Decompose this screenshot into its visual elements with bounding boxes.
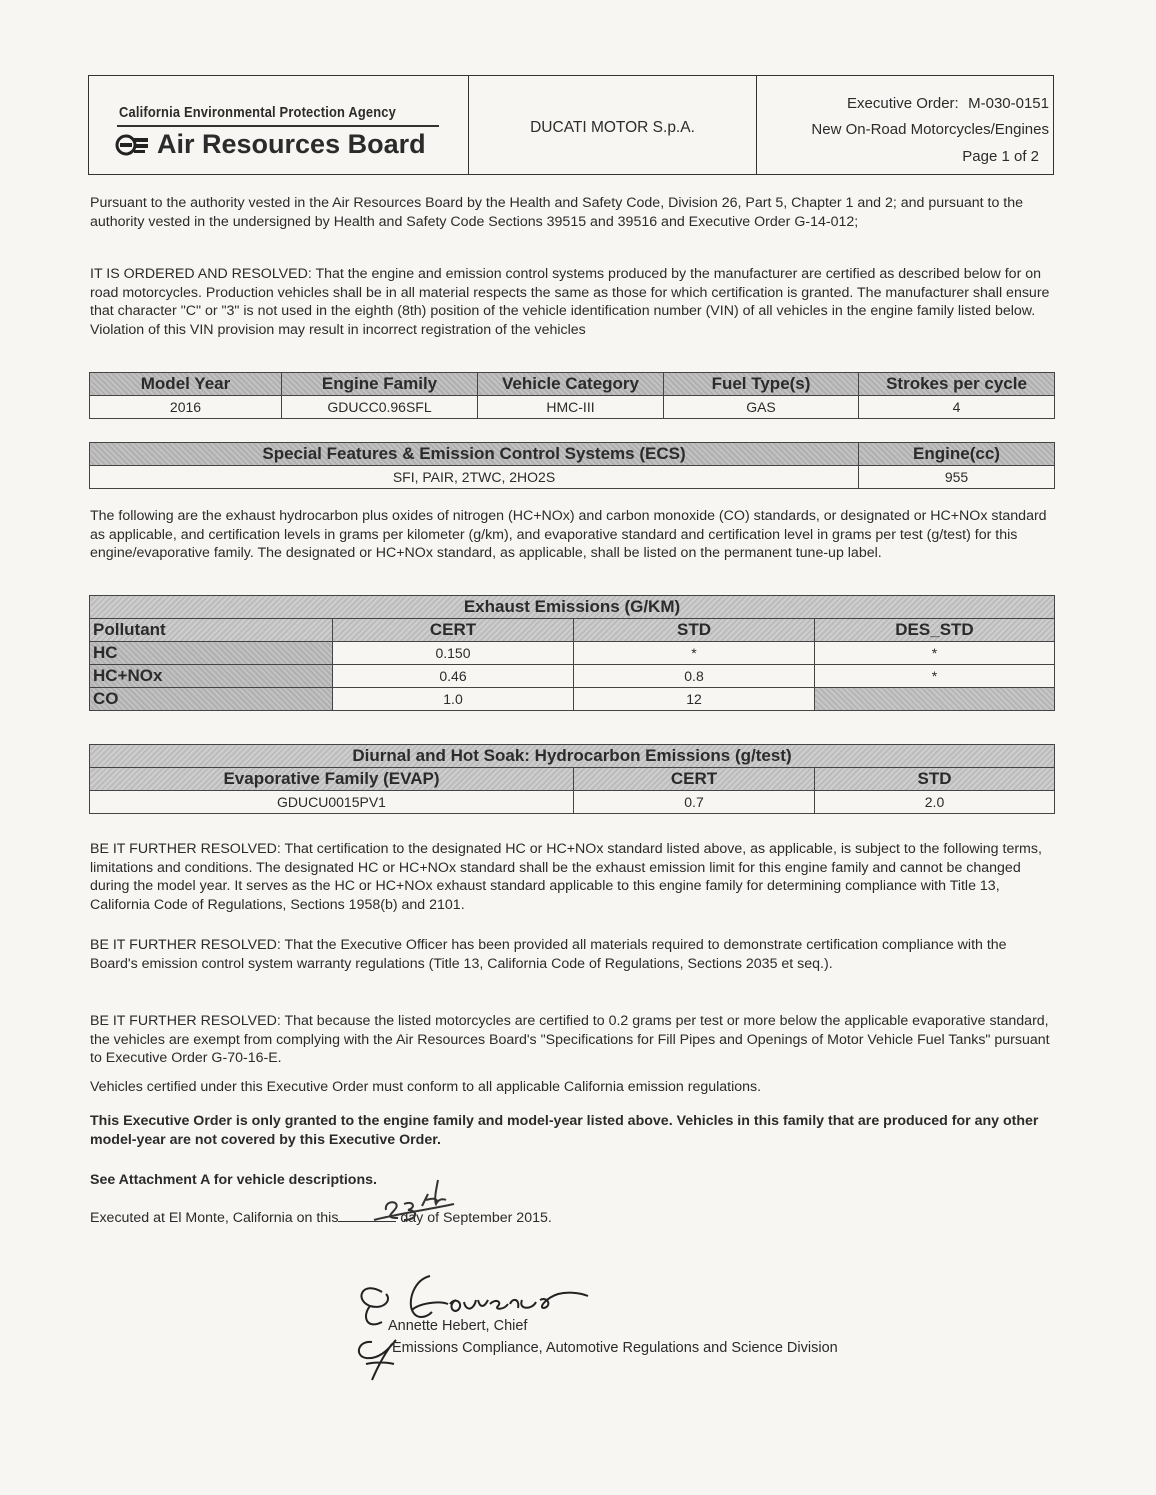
evap-title: Diurnal and Hot Soak: Hydrocarbon Emissions (g/test) xyxy=(90,745,1055,768)
exhaust-title-row xyxy=(90,596,1055,619)
authority-paragraph: Pursuant to the authority vested in the Air Resources Board by the Health and Safety Code, Division 26, Part 5, Chapter 1 and 2; and pursuant to the authority vested in the undersigned by Health and Safety Code Sections 39515 and 39516 and Executive Order G-14-012; xyxy=(90,195,1023,230)
cell-ecs: SFI, PAIR, 2TWC, 2HO2S xyxy=(90,466,859,489)
eo-label: Executive Order: xyxy=(847,95,959,112)
arb-logo-icon xyxy=(115,134,149,156)
std-co: 12 xyxy=(574,688,815,711)
conformance-paragraph: Vehicles certified under this Executive Order must conform to all applicable California emission regulations. xyxy=(90,1079,762,1095)
des-std-co xyxy=(815,688,1055,711)
cell-fuel-type: GAS xyxy=(664,396,859,419)
ordered-paragraph: IT IS ORDERED AND RESOLVED: That the engine and emission control systems produced by the manufacturer are certified as described below for on road motorcycles. Production vehicles shall be in all material respects the same as those for which certification is granted. The manufacturer shall ensure that character "C" or "3" is not used in the eighth (8th) position of the vehicle identification number (VIN) of all vehicles in the engine family listed below. Violation of this VIN provision may result in incorrect registration of the vehicles xyxy=(90,266,1050,338)
cert-hcnox: 0.46 xyxy=(333,665,574,688)
col-ecs: Special Features & Emission Control Systems (ECS) xyxy=(90,443,859,466)
pollutant-hc: HC xyxy=(90,642,333,665)
exhaust-title: Exhaust Emissions (G/KM) xyxy=(90,596,1055,619)
evap-table xyxy=(89,744,1055,814)
evap-data-row xyxy=(90,791,1055,814)
signer-name: Annette Hebert, Chief xyxy=(388,1318,528,1334)
table-row xyxy=(90,665,1055,688)
cell-evap-cert: 0.7 xyxy=(574,791,815,814)
cell-engine-family: GDUCC0.96SFL xyxy=(282,396,478,419)
cell-engine-cc: 955 xyxy=(859,466,1055,489)
cell-strokes: 4 xyxy=(859,396,1055,419)
signer-division: Emissions Compliance, Automotive Regulations and Science Division xyxy=(392,1340,838,1356)
board-name xyxy=(115,129,426,160)
agency-rule xyxy=(117,125,439,127)
col-model-year: Model Year xyxy=(90,373,282,396)
further-resolved-2: BE IT FURTHER RESOLVED: That the Executive Officer has been provided all materials required to demonstrate certification compliance with the Board's emission control system warranty regulations (Title 13, California Code of Regulations, Sections 2035 et seq.). xyxy=(90,937,1007,972)
ecs-data-row xyxy=(90,466,1055,489)
eo-type: New On-Road Motorcycles/Engines xyxy=(811,121,1049,138)
board-label: Air Resources Board xyxy=(157,129,426,159)
exhaust-header-row xyxy=(90,619,1055,642)
col-pollutant: Pollutant xyxy=(90,619,333,642)
evap-header-row xyxy=(90,768,1055,791)
cert-hc: 0.150 xyxy=(333,642,574,665)
agency-block xyxy=(89,76,469,174)
exhaust-table xyxy=(89,595,1055,711)
col-std: STD xyxy=(574,619,815,642)
cell-model-year: 2016 xyxy=(90,396,282,419)
cell-evap-std: 2.0 xyxy=(815,791,1055,814)
family-header-row xyxy=(90,373,1055,396)
std-hc: * xyxy=(574,642,815,665)
execution-line xyxy=(90,1209,1054,1228)
table-row xyxy=(90,642,1055,665)
standards-paragraph: The following are the exhaust hydrocarbon plus oxides of nitrogen (HC+NOx) and carbon monoxide (CO) standards, or designated or HC+NOx standard as applicable, and certification levels in grams per kilometer (g/km), and evaporative standard and certification level in grams per test (g/test) for this engine/evaporative family. The designated or HC+NOx standard, as applicable, shall be listed on the permanent tune-up label. xyxy=(90,508,1047,562)
col-evap-family: Evaporative Family (EVAP) xyxy=(90,768,574,791)
col-evap-std: STD xyxy=(815,768,1055,791)
col-engine-cc: Engine(cc) xyxy=(859,443,1055,466)
order-info xyxy=(757,76,1053,174)
family-data-row xyxy=(90,396,1055,419)
table-row xyxy=(90,688,1055,711)
cell-evap-family: GDUCU0015PV1 xyxy=(90,791,574,814)
ecs-table xyxy=(89,442,1055,489)
col-engine-family: Engine Family xyxy=(282,373,478,396)
std-hcnox: 0.8 xyxy=(574,665,815,688)
col-cert: CERT xyxy=(333,619,574,642)
page-number: Page 1 of 2 xyxy=(962,148,1039,165)
col-fuel-type: Fuel Type(s) xyxy=(664,373,859,396)
agency-name: California Environmental Protection Agency xyxy=(119,104,396,121)
family-table xyxy=(89,372,1055,419)
eo-number: M-030-0151 xyxy=(968,95,1049,112)
handwritten-date xyxy=(366,1170,462,1230)
col-evap-cert: CERT xyxy=(574,768,815,791)
evap-title-row xyxy=(90,745,1055,768)
des-std-hcnox: * xyxy=(815,665,1055,688)
pollutant-hcnox: HC+NOx xyxy=(90,665,333,688)
execution-suffix: day of September 2015. xyxy=(400,1210,552,1226)
scope-paragraph: This Executive Order is only granted to the engine family and model-year listed above. Vehicles in this family that are produced for any other model-year are not covered by this Executive Order. xyxy=(90,1113,1039,1148)
des-std-hc: * xyxy=(815,642,1055,665)
col-vehicle-category: Vehicle Category xyxy=(478,373,664,396)
ecs-header-row xyxy=(90,443,1055,466)
header-box xyxy=(88,75,1054,175)
col-des-std: DES_STD xyxy=(815,619,1055,642)
col-strokes: Strokes per cycle xyxy=(859,373,1055,396)
execution-prefix: Executed at El Monte, California on this xyxy=(90,1210,339,1226)
manufacturer-name: DUCATI MOTOR S.p.A. xyxy=(469,76,757,174)
cell-vehicle-category: HMC-III xyxy=(478,396,664,419)
cert-co: 1.0 xyxy=(333,688,574,711)
further-resolved-1: BE IT FURTHER RESOLVED: That certification to the designated HC or HC+NOx standard listed above, as applicable, is subject to the following terms, limitations and conditions. The designated HC or HC+NOx standard shall be the exhaust emission limit for this engine family and cannot be changed during the model year. It serves as the HC or HC+NOx exhaust standard applicable to this engine family for determining compliance with Title 13, California Code of Regulations, Sections 1958(b) and 2101. xyxy=(90,841,1042,913)
pollutant-co: CO xyxy=(90,688,333,711)
attachment-note: See Attachment A for vehicle descriptions. xyxy=(90,1172,377,1188)
further-resolved-3: BE IT FURTHER RESOLVED: That because the listed motorcycles are certified to 0.2 grams per test or more below the applicable evaporative standard, the vehicles are exempt from complying with the Air Resources Board's "Specifications for Fill Pipes and Openings of Motor Vehicle Fuel Tanks" pursuant to Executive Order G-70-16-E. xyxy=(90,1013,1050,1067)
